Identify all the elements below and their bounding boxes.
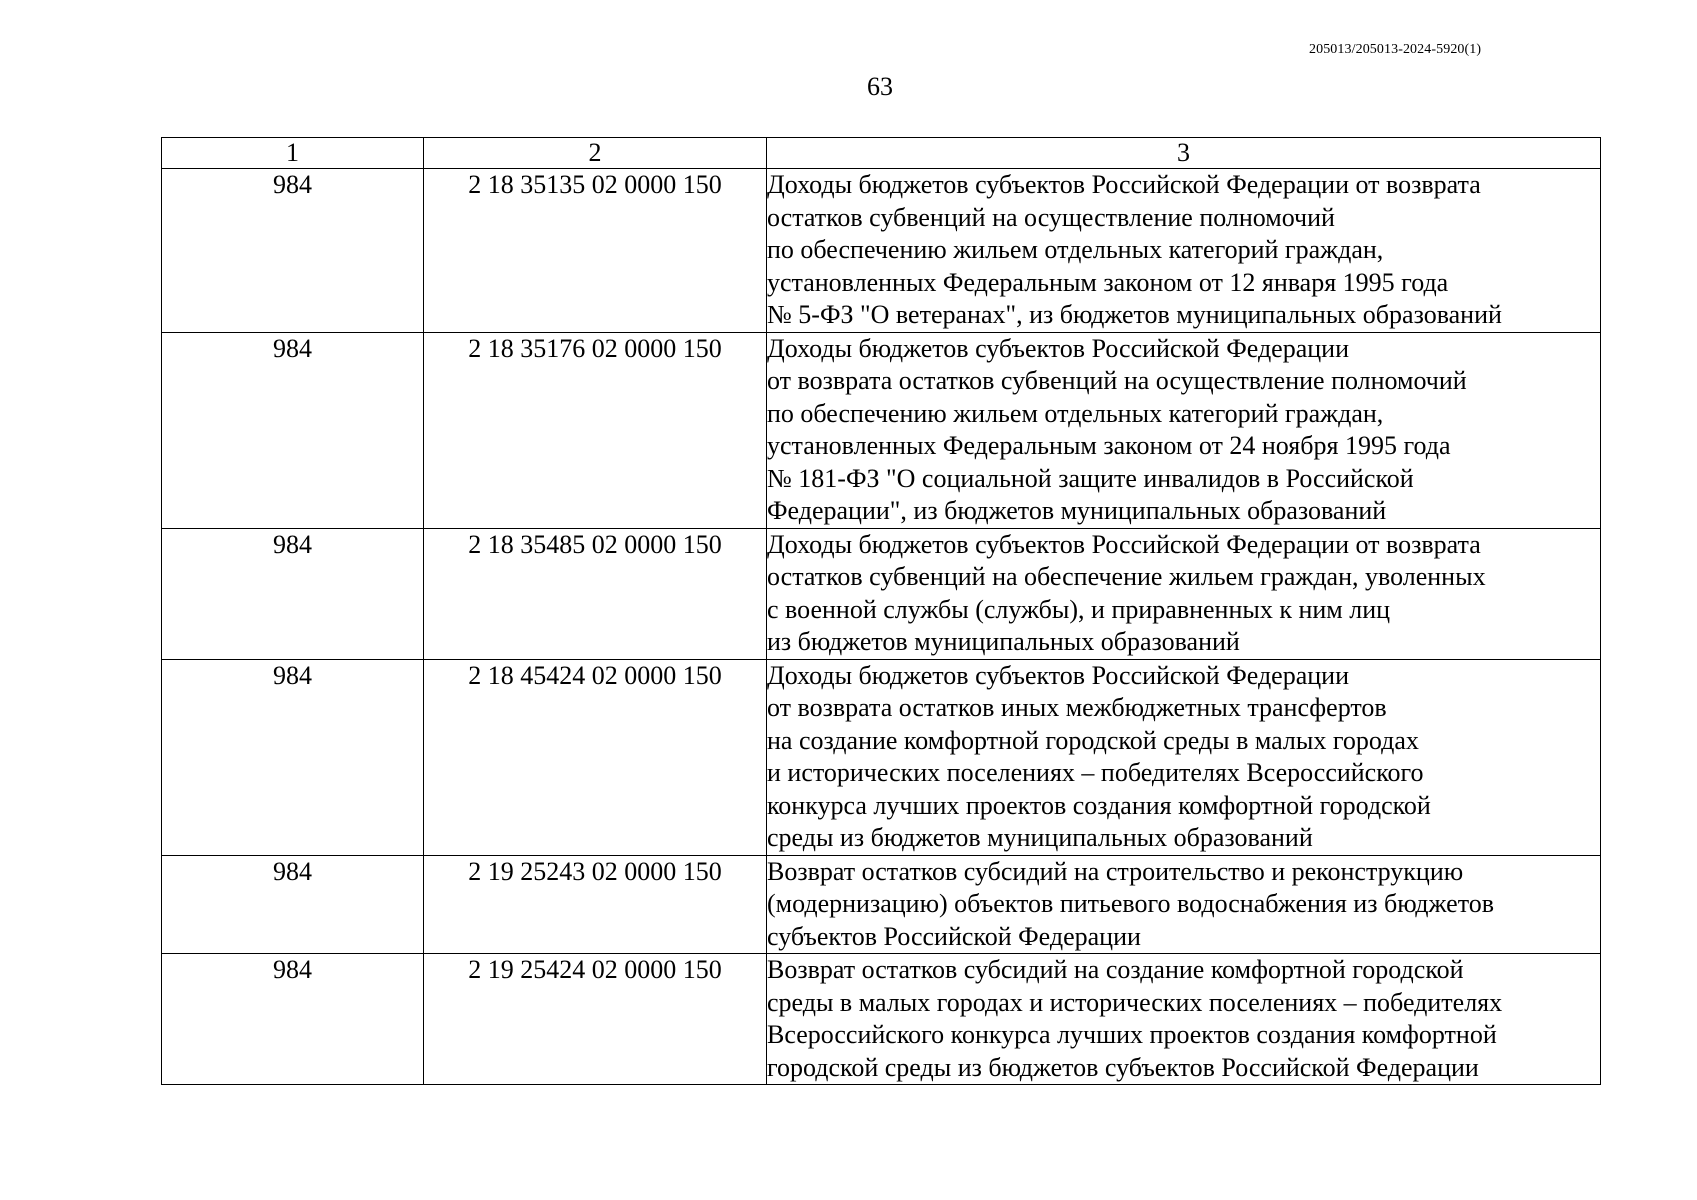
budget-code-cell: 2 19 25424 02 0000 150 bbox=[424, 954, 767, 1085]
table-row bbox=[162, 659, 1601, 855]
document-id: 205013/205013-2024-5920(1) bbox=[1309, 42, 1482, 57]
table-row bbox=[162, 954, 1601, 1085]
description-line: остатков субвенций на осуществление полномочий bbox=[767, 202, 1335, 232]
description-line: субъектов Российской Федерации bbox=[767, 921, 1141, 951]
admin-code-cell: 984 bbox=[162, 528, 424, 659]
admin-code-cell: 984 bbox=[162, 332, 424, 528]
page-number: 63 bbox=[867, 72, 893, 101]
description-line: на создание комфортной городской среды в малых городах bbox=[767, 725, 1419, 755]
description-cell bbox=[767, 332, 1601, 528]
column-header-1: 1 bbox=[162, 138, 424, 169]
description-line: из бюджетов муниципальных образований bbox=[767, 627, 1240, 656]
admin-code-cell: 984 bbox=[162, 954, 424, 1085]
description-line: городской среды из бюджетов субъектов Российской Федерации bbox=[767, 1052, 1479, 1082]
description-line: и исторических поселениях – победителях Всероссийского bbox=[767, 758, 1424, 787]
description-line: Возврат остатков субсидий на строительство и реконструкцию bbox=[767, 856, 1464, 886]
description-line: Доходы бюджетов субъектов Российской Федерации bbox=[767, 660, 1349, 690]
description-line: по обеспечению жильем отдельных категорий граждан, bbox=[767, 235, 1384, 264]
description-line: конкурса лучших проектов создания комфортной городской bbox=[767, 790, 1431, 820]
budget-code-cell: 2 19 25243 02 0000 150 bbox=[424, 855, 767, 954]
budget-code-cell: 2 18 35485 02 0000 150 bbox=[424, 528, 767, 659]
description-line: Всероссийского конкурса лучших проектов создания комфортной bbox=[767, 1020, 1497, 1049]
description-cell bbox=[767, 169, 1601, 333]
table-header-row bbox=[162, 138, 1601, 169]
table-body bbox=[162, 169, 1601, 1085]
description-line: (модернизацию) объектов питьевого водоснабжения из бюджетов bbox=[767, 889, 1494, 918]
description-line: по обеспечению жильем отдельных категорий граждан, bbox=[767, 398, 1384, 428]
description-cell bbox=[767, 855, 1601, 954]
description-line: № 5-ФЗ "О ветеранах", из бюджетов муниципальных образований bbox=[767, 300, 1502, 329]
budget-codes-table bbox=[161, 137, 1601, 1085]
description-line: Доходы бюджетов субъектов Российской Федерации bbox=[767, 333, 1349, 363]
description-line: Доходы бюджетов субъектов Российской Федерации от возврата bbox=[767, 170, 1481, 199]
description-line: среды из бюджетов муниципальных образований bbox=[767, 823, 1313, 852]
description-line: от возврата остатков субвенций на осуществление полномочий bbox=[767, 366, 1467, 395]
admin-code-cell: 984 bbox=[162, 659, 424, 855]
admin-code-cell: 984 bbox=[162, 855, 424, 954]
table-row bbox=[162, 332, 1601, 528]
column-header-2: 2 bbox=[424, 138, 767, 169]
description-cell bbox=[767, 659, 1601, 855]
table-row bbox=[162, 855, 1601, 954]
budget-code-cell: 2 18 35135 02 0000 150 bbox=[424, 169, 767, 333]
column-header-3: 3 bbox=[767, 138, 1601, 169]
description-line: Доходы бюджетов субъектов Российской Федерации от возврата bbox=[767, 529, 1481, 559]
budget-code-cell: 2 18 45424 02 0000 150 bbox=[424, 659, 767, 855]
budget-code-cell: 2 18 35176 02 0000 150 bbox=[424, 332, 767, 528]
description-line: установленных Федеральным законом от 24 ноября 1995 года bbox=[767, 431, 1451, 460]
admin-code-cell: 984 bbox=[162, 169, 424, 333]
description-line: установленных Федеральным законом от 12 января 1995 года bbox=[767, 267, 1449, 297]
description-line: от возврата остатков иных межбюджетных трансфертов bbox=[767, 693, 1387, 722]
table-row bbox=[162, 169, 1601, 333]
description-cell bbox=[767, 528, 1601, 659]
description-cell bbox=[767, 954, 1601, 1085]
description-line: Возврат остатков субсидий на создание комфортной городской bbox=[767, 955, 1464, 984]
description-line: остатков субвенций на обеспечение жильем граждан, уволенных bbox=[767, 562, 1486, 591]
description-line: среды в малых городах и исторических поселениях – победителях bbox=[767, 987, 1503, 1017]
table-row bbox=[162, 528, 1601, 659]
description-line: № 181-ФЗ "О социальной защите инвалидов в Российской bbox=[767, 463, 1414, 493]
description-line: Федерации", из бюджетов муниципальных образований bbox=[767, 496, 1387, 525]
description-line: с военной службы (службы), и приравненных к ним лиц bbox=[767, 594, 1391, 624]
